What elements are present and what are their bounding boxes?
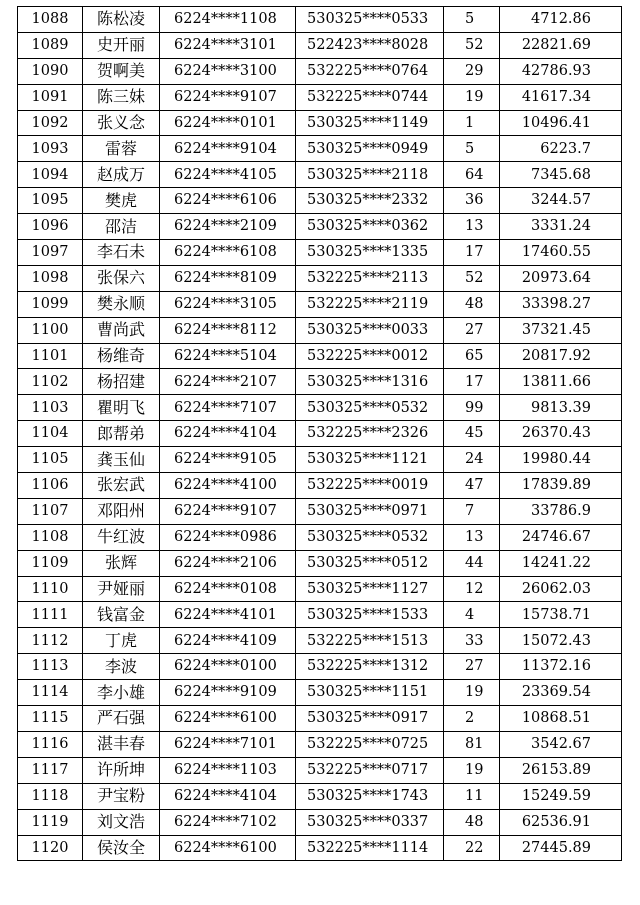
- count-cell: 99: [444, 395, 500, 421]
- bank-card-cell: 6224****2107: [160, 369, 296, 395]
- count-cell: 13: [444, 524, 500, 550]
- name-cell: 牛红波: [83, 524, 160, 550]
- records-table: [17, 6, 622, 861]
- id-number-cell: 532225****0744: [296, 84, 444, 110]
- amount-cell: 19980.44: [500, 447, 622, 473]
- serial-number-cell: 1104: [18, 421, 83, 447]
- id-number-cell: 532225****0725: [296, 731, 444, 757]
- bank-card-cell: 6224****9107: [160, 84, 296, 110]
- count-cell: 17: [444, 369, 500, 395]
- count-cell: 48: [444, 809, 500, 835]
- amount-cell: 26370.43: [500, 421, 622, 447]
- bank-card-cell: 6224****9109: [160, 680, 296, 706]
- table-row: [18, 395, 622, 421]
- amount-cell: 24746.67: [500, 524, 622, 550]
- amount-cell: 37321.45: [500, 317, 622, 343]
- count-cell: 7: [444, 498, 500, 524]
- id-number-cell: 530325****1316: [296, 369, 444, 395]
- id-number-cell: 530325****0033: [296, 317, 444, 343]
- count-cell: 27: [444, 654, 500, 680]
- name-cell: 郎帮弟: [83, 421, 160, 447]
- table-row: [18, 757, 622, 783]
- id-number-cell: 530325****2332: [296, 188, 444, 214]
- bank-card-cell: 6224****5104: [160, 343, 296, 369]
- name-cell: 丁虎: [83, 628, 160, 654]
- table-row: [18, 188, 622, 214]
- amount-cell: 15249.59: [500, 783, 622, 809]
- serial-number-cell: 1098: [18, 265, 83, 291]
- table-row: [18, 317, 622, 343]
- amount-cell: 41617.34: [500, 84, 622, 110]
- name-cell: 许所坤: [83, 757, 160, 783]
- name-cell: 尹娅丽: [83, 576, 160, 602]
- table-row: [18, 576, 622, 602]
- bank-card-cell: 6224****0986: [160, 524, 296, 550]
- id-number-cell: 532225****2119: [296, 291, 444, 317]
- table-row: [18, 32, 622, 58]
- id-number-cell: 532225****0012: [296, 343, 444, 369]
- id-number-cell: 530325****0512: [296, 550, 444, 576]
- bank-card-cell: 6224****4104: [160, 421, 296, 447]
- bank-card-cell: 6224****7107: [160, 395, 296, 421]
- serial-number-cell: 1102: [18, 369, 83, 395]
- count-cell: 22: [444, 835, 500, 861]
- id-number-cell: 530325****0971: [296, 498, 444, 524]
- bank-card-cell: 6224****2109: [160, 214, 296, 240]
- table-row: [18, 447, 622, 473]
- id-number-cell: 530325****0949: [296, 136, 444, 162]
- id-number-cell: 530325****0532: [296, 395, 444, 421]
- count-cell: 11: [444, 783, 500, 809]
- amount-cell: 15738.71: [500, 602, 622, 628]
- name-cell: 刘文浩: [83, 809, 160, 835]
- count-cell: 19: [444, 680, 500, 706]
- bank-card-cell: 6224****2106: [160, 550, 296, 576]
- bank-card-cell: 6224****1103: [160, 757, 296, 783]
- serial-number-cell: 1105: [18, 447, 83, 473]
- id-number-cell: 530325****1149: [296, 110, 444, 136]
- table-row: [18, 214, 622, 240]
- name-cell: 李石未: [83, 240, 160, 266]
- bank-card-cell: 6224****6108: [160, 240, 296, 266]
- count-cell: 1: [444, 110, 500, 136]
- table-row: [18, 291, 622, 317]
- name-cell: 钱富金: [83, 602, 160, 628]
- serial-number-cell: 1103: [18, 395, 83, 421]
- table-row: [18, 654, 622, 680]
- id-number-cell: 532225****0019: [296, 473, 444, 499]
- bank-card-cell: 6224****0108: [160, 576, 296, 602]
- name-cell: 张保六: [83, 265, 160, 291]
- count-cell: 29: [444, 58, 500, 84]
- count-cell: 24: [444, 447, 500, 473]
- serial-number-cell: 1117: [18, 757, 83, 783]
- table-row: [18, 498, 622, 524]
- count-cell: 2: [444, 706, 500, 732]
- table-row: [18, 783, 622, 809]
- id-number-cell: 532225****2326: [296, 421, 444, 447]
- id-number-cell: 530325****1121: [296, 447, 444, 473]
- serial-number-cell: 1090: [18, 58, 83, 84]
- count-cell: 44: [444, 550, 500, 576]
- bank-card-cell: 6224****4104: [160, 783, 296, 809]
- name-cell: 樊虎: [83, 188, 160, 214]
- name-cell: 李波: [83, 654, 160, 680]
- amount-cell: 3542.67: [500, 731, 622, 757]
- count-cell: 4: [444, 602, 500, 628]
- table-row: [18, 550, 622, 576]
- serial-number-cell: 1088: [18, 7, 83, 33]
- serial-number-cell: 1095: [18, 188, 83, 214]
- count-cell: 12: [444, 576, 500, 602]
- table-row: [18, 7, 622, 33]
- count-cell: 81: [444, 731, 500, 757]
- table-row: [18, 473, 622, 499]
- name-cell: 邓阳州: [83, 498, 160, 524]
- bank-card-cell: 6224****8109: [160, 265, 296, 291]
- count-cell: 64: [444, 162, 500, 188]
- serial-number-cell: 1112: [18, 628, 83, 654]
- serial-number-cell: 1097: [18, 240, 83, 266]
- amount-cell: 3331.24: [500, 214, 622, 240]
- count-cell: 65: [444, 343, 500, 369]
- id-number-cell: 530325****1533: [296, 602, 444, 628]
- name-cell: 侯汝全: [83, 835, 160, 861]
- id-number-cell: 530325****0362: [296, 214, 444, 240]
- name-cell: 尹宝粉: [83, 783, 160, 809]
- amount-cell: 33786.9: [500, 498, 622, 524]
- id-number-cell: 532225****0717: [296, 757, 444, 783]
- count-cell: 33: [444, 628, 500, 654]
- name-cell: 杨招建: [83, 369, 160, 395]
- count-cell: 47: [444, 473, 500, 499]
- bank-card-cell: 6224****8112: [160, 317, 296, 343]
- bank-card-cell: 6224****4109: [160, 628, 296, 654]
- count-cell: 13: [444, 214, 500, 240]
- name-cell: 邵洁: [83, 214, 160, 240]
- bank-card-cell: 6224****3100: [160, 58, 296, 84]
- table-row: [18, 162, 622, 188]
- table-row: [18, 731, 622, 757]
- serial-number-cell: 1096: [18, 214, 83, 240]
- amount-cell: 17839.89: [500, 473, 622, 499]
- bank-card-cell: 6224****9107: [160, 498, 296, 524]
- table-row: [18, 706, 622, 732]
- serial-number-cell: 1109: [18, 550, 83, 576]
- amount-cell: 7345.68: [500, 162, 622, 188]
- bank-card-cell: 6224****3105: [160, 291, 296, 317]
- name-cell: 赵成万: [83, 162, 160, 188]
- id-number-cell: 530325****0337: [296, 809, 444, 835]
- count-cell: 5: [444, 136, 500, 162]
- bank-card-cell: 6224****3101: [160, 32, 296, 58]
- serial-number-cell: 1120: [18, 835, 83, 861]
- id-number-cell: 532225****1513: [296, 628, 444, 654]
- amount-cell: 42786.93: [500, 58, 622, 84]
- amount-cell: 9813.39: [500, 395, 622, 421]
- amount-cell: 6223.7: [500, 136, 622, 162]
- serial-number-cell: 1113: [18, 654, 83, 680]
- count-cell: 19: [444, 757, 500, 783]
- table-row: [18, 84, 622, 110]
- serial-number-cell: 1092: [18, 110, 83, 136]
- bank-card-cell: 6224****0100: [160, 654, 296, 680]
- count-cell: 52: [444, 265, 500, 291]
- id-number-cell: 532225****1114: [296, 835, 444, 861]
- serial-number-cell: 1093: [18, 136, 83, 162]
- records-body: [18, 7, 622, 861]
- bank-card-cell: 6224****9104: [160, 136, 296, 162]
- name-cell: 李小雄: [83, 680, 160, 706]
- id-number-cell: 530325****1335: [296, 240, 444, 266]
- id-number-cell: 530325****1127: [296, 576, 444, 602]
- bank-card-cell: 6224****0101: [160, 110, 296, 136]
- id-number-cell: 522423****8028: [296, 32, 444, 58]
- count-cell: 45: [444, 421, 500, 447]
- table-row: [18, 343, 622, 369]
- name-cell: 曹尚武: [83, 317, 160, 343]
- name-cell: 史开丽: [83, 32, 160, 58]
- amount-cell: 62536.91: [500, 809, 622, 835]
- table-row: [18, 602, 622, 628]
- table-row: [18, 110, 622, 136]
- table-row: [18, 628, 622, 654]
- amount-cell: 26153.89: [500, 757, 622, 783]
- table-row: [18, 58, 622, 84]
- table-row: [18, 265, 622, 291]
- serial-number-cell: 1091: [18, 84, 83, 110]
- name-cell: 瞿明飞: [83, 395, 160, 421]
- bank-card-cell: 6224****6100: [160, 706, 296, 732]
- table-row: [18, 809, 622, 835]
- bank-card-cell: 6224****7102: [160, 809, 296, 835]
- bank-card-cell: 6224****9105: [160, 447, 296, 473]
- name-cell: 杨维奇: [83, 343, 160, 369]
- amount-cell: 27445.89: [500, 835, 622, 861]
- count-cell: 36: [444, 188, 500, 214]
- bank-card-cell: 6224****1108: [160, 7, 296, 33]
- count-cell: 19: [444, 84, 500, 110]
- table-row: [18, 421, 622, 447]
- table-row: [18, 240, 622, 266]
- table-row: [18, 524, 622, 550]
- amount-cell: 10868.51: [500, 706, 622, 732]
- table-row: [18, 835, 622, 861]
- serial-number-cell: 1115: [18, 706, 83, 732]
- id-number-cell: 532225****1312: [296, 654, 444, 680]
- table-row: [18, 680, 622, 706]
- bank-card-cell: 6224****6106: [160, 188, 296, 214]
- amount-cell: 14241.22: [500, 550, 622, 576]
- id-number-cell: 530325****0917: [296, 706, 444, 732]
- id-number-cell: 532225****0764: [296, 58, 444, 84]
- id-number-cell: 530325****1743: [296, 783, 444, 809]
- serial-number-cell: 1108: [18, 524, 83, 550]
- count-cell: 17: [444, 240, 500, 266]
- amount-cell: 3244.57: [500, 188, 622, 214]
- count-cell: 48: [444, 291, 500, 317]
- name-cell: 雷蓉: [83, 136, 160, 162]
- bank-card-cell: 6224****6100: [160, 835, 296, 861]
- id-number-cell: 530325****1151: [296, 680, 444, 706]
- serial-number-cell: 1106: [18, 473, 83, 499]
- amount-cell: 22821.69: [500, 32, 622, 58]
- count-cell: 5: [444, 7, 500, 33]
- amount-cell: 11372.16: [500, 654, 622, 680]
- name-cell: 龚玉仙: [83, 447, 160, 473]
- id-number-cell: 532225****2113: [296, 265, 444, 291]
- table-row: [18, 136, 622, 162]
- amount-cell: 4712.86: [500, 7, 622, 33]
- count-cell: 27: [444, 317, 500, 343]
- amount-cell: 17460.55: [500, 240, 622, 266]
- amount-cell: 20817.92: [500, 343, 622, 369]
- name-cell: 张义念: [83, 110, 160, 136]
- name-cell: 樊永顺: [83, 291, 160, 317]
- serial-number-cell: 1107: [18, 498, 83, 524]
- name-cell: 贺啊美: [83, 58, 160, 84]
- amount-cell: 23369.54: [500, 680, 622, 706]
- bank-card-cell: 6224****4100: [160, 473, 296, 499]
- serial-number-cell: 1099: [18, 291, 83, 317]
- table-row: [18, 369, 622, 395]
- amount-cell: 26062.03: [500, 576, 622, 602]
- id-number-cell: 530325****0532: [296, 524, 444, 550]
- amount-cell: 10496.41: [500, 110, 622, 136]
- id-number-cell: 530325****2118: [296, 162, 444, 188]
- name-cell: 严石强: [83, 706, 160, 732]
- amount-cell: 20973.64: [500, 265, 622, 291]
- bank-card-cell: 6224****4101: [160, 602, 296, 628]
- serial-number-cell: 1118: [18, 783, 83, 809]
- serial-number-cell: 1089: [18, 32, 83, 58]
- name-cell: 陈三妹: [83, 84, 160, 110]
- serial-number-cell: 1101: [18, 343, 83, 369]
- count-cell: 52: [444, 32, 500, 58]
- serial-number-cell: 1111: [18, 602, 83, 628]
- name-cell: 湛丰春: [83, 731, 160, 757]
- serial-number-cell: 1119: [18, 809, 83, 835]
- name-cell: 张宏武: [83, 473, 160, 499]
- serial-number-cell: 1094: [18, 162, 83, 188]
- serial-number-cell: 1110: [18, 576, 83, 602]
- serial-number-cell: 1114: [18, 680, 83, 706]
- bank-card-cell: 6224****7101: [160, 731, 296, 757]
- serial-number-cell: 1100: [18, 317, 83, 343]
- name-cell: 陈松凌: [83, 7, 160, 33]
- bank-card-cell: 6224****4105: [160, 162, 296, 188]
- serial-number-cell: 1116: [18, 731, 83, 757]
- name-cell: 张辉: [83, 550, 160, 576]
- amount-cell: 15072.43: [500, 628, 622, 654]
- id-number-cell: 530325****0533: [296, 7, 444, 33]
- amount-cell: 33398.27: [500, 291, 622, 317]
- amount-cell: 13811.66: [500, 369, 622, 395]
